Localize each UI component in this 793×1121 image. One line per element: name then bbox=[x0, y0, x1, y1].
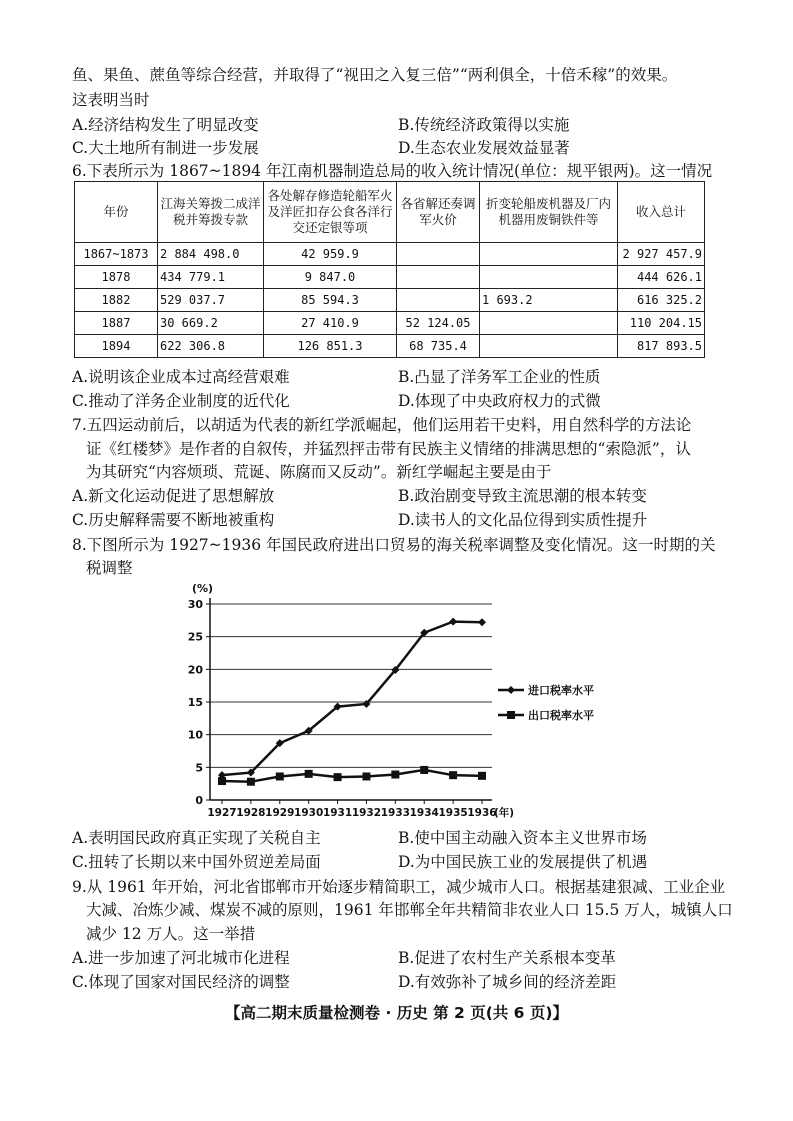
table-row bbox=[75, 266, 705, 289]
q7-stem-line1: 7.五四运动前后，以胡适为代表的新红学派崛起，他们运用若干史料，用自然科学的方法论 bbox=[72, 416, 692, 434]
legend-marker-export bbox=[507, 711, 515, 719]
q8-option-c[interactable]: C.扭转了长期以来中国外贸逆差局面 bbox=[72, 853, 321, 871]
q6-option-b[interactable]: B.凸显了洋务军工企业的性质 bbox=[398, 368, 601, 386]
data-point-export bbox=[420, 766, 428, 774]
cell: 42 959.9 bbox=[264, 243, 397, 266]
cell bbox=[480, 266, 618, 289]
cell: 2 884 498.0 bbox=[158, 243, 264, 266]
data-point-export bbox=[391, 771, 399, 779]
header-deposits: 各处解存修造轮船军火及洋匠扣存公食各洋行交还定银等项 bbox=[264, 182, 397, 243]
q6-option-d[interactable]: D.体现了中央政府权力的式微 bbox=[398, 392, 601, 410]
x-tick-label: 1931 bbox=[322, 807, 353, 819]
data-point-export bbox=[305, 770, 313, 778]
legend-label: 进口税率水平 bbox=[528, 684, 594, 697]
cell bbox=[397, 266, 480, 289]
cell: 434 779.1 bbox=[158, 266, 264, 289]
x-tick-label: 1929 bbox=[265, 807, 295, 819]
cell bbox=[480, 312, 618, 335]
q7-stem-line2: 证《红楼梦》是作者的自叙传，并猛烈抨击带有民族主义情绪的排满思想的“索隐派”，认 bbox=[86, 440, 691, 458]
header-year: 年份 bbox=[75, 182, 158, 243]
cell-year: 1882 bbox=[75, 289, 158, 312]
q5-option-c[interactable]: C.大土地所有制进一步发展 bbox=[72, 139, 259, 157]
data-point-export bbox=[218, 777, 226, 785]
page-footer: 【高二期末质量检测卷 · 历史 第 2 页(共 6 页)】 bbox=[225, 1004, 568, 1022]
legend-label: 出口税率水平 bbox=[528, 709, 594, 722]
q5-option-d[interactable]: D.生态农业发展效益显著 bbox=[398, 139, 570, 157]
q6-option-a[interactable]: A.说明该企业成本过高经营艰难 bbox=[72, 368, 290, 386]
cell-total: 444 626.1 bbox=[618, 266, 705, 289]
legend-marker-import bbox=[507, 686, 515, 694]
data-point-export bbox=[449, 771, 457, 779]
x-tick-label: 1930 bbox=[294, 807, 324, 819]
q7-option-a[interactable]: A.新文化运动促进了思想解放 bbox=[72, 487, 275, 505]
x-tick-label: 1927 bbox=[207, 807, 237, 819]
q7-option-d[interactable]: D.读书人的文化品位得到实质性提升 bbox=[398, 511, 648, 529]
cell-total: 110 204.15 bbox=[618, 312, 705, 335]
q6-stem: 6.下表所示为 1867~1894 年江南机器制造总局的收入统计情况(单位：规平银两)。这一情况 bbox=[72, 162, 713, 180]
q9-option-d[interactable]: D.有效弥补了城乡间的经济差距 bbox=[398, 973, 617, 991]
cell: 622 306.8 bbox=[158, 335, 264, 358]
header-total: 收入总计 bbox=[618, 182, 705, 243]
cell: 68 735.4 bbox=[397, 335, 480, 358]
revenue-table bbox=[74, 181, 705, 358]
x-tick-label: 1928 bbox=[236, 807, 266, 819]
cell: 27 410.9 bbox=[264, 312, 397, 335]
x-tick-label: 1934 bbox=[409, 807, 439, 819]
q7-option-c[interactable]: C.历史解释需要不断地被重构 bbox=[72, 511, 275, 529]
y-tick-label: 25 bbox=[187, 630, 203, 644]
cell: 529 037.7 bbox=[158, 289, 264, 312]
data-point-export bbox=[478, 772, 486, 780]
cell-total: 2 927 457.9 bbox=[618, 243, 705, 266]
data-point-import bbox=[478, 618, 486, 626]
y-tick-label: 0 bbox=[195, 794, 203, 807]
q5-stem-line1: 鱼、果鱼、蔗鱼等综合经营，并取得了“视田之入复三倍”“两利俱全，十倍禾稼”的效果。 bbox=[72, 66, 678, 84]
q7-stem-line3: 为其研究“内容烦琐、荒诞、陈腐而又反动”。新红学崛起主要是由于 bbox=[86, 463, 552, 481]
q9-option-c[interactable]: C.体现了国家对国民经济的调整 bbox=[72, 973, 290, 991]
tariff-chart bbox=[180, 575, 630, 825]
y-unit-label: (%) bbox=[192, 582, 214, 595]
cell-total: 616 325.2 bbox=[618, 289, 705, 312]
cell-year: 1878 bbox=[75, 266, 158, 289]
cell: 52 124.05 bbox=[397, 312, 480, 335]
table-header-row bbox=[75, 182, 705, 243]
cell-year: 1887 bbox=[75, 312, 158, 335]
cell bbox=[397, 289, 480, 312]
y-tick-label: 20 bbox=[187, 663, 203, 677]
cell bbox=[480, 243, 618, 266]
series-line-import bbox=[222, 622, 482, 776]
cell-year: 1894 bbox=[75, 335, 158, 358]
cell: 30 669.2 bbox=[158, 312, 264, 335]
q9-option-b[interactable]: B.促进了农村生产关系根本变革 bbox=[398, 949, 616, 967]
table-row bbox=[75, 312, 705, 335]
q5-stem-line2: 这表明当时 bbox=[72, 91, 150, 109]
header-provincial-repayment: 各省解还奏调军火价 bbox=[397, 182, 480, 243]
y-tick-label: 15 bbox=[187, 696, 203, 709]
q6-option-c[interactable]: C.推动了洋务企业制度的近代化 bbox=[72, 392, 290, 410]
x-unit-label: (年) bbox=[494, 807, 515, 819]
q5-option-a[interactable]: A.经济结构发生了明显改变 bbox=[72, 116, 259, 134]
y-tick-label: 5 bbox=[195, 761, 203, 775]
cell-year: 1867~1873 bbox=[75, 243, 158, 266]
q9-stem-line1: 9.从 1961 年开始，河北省邯郸市开始逐步精简职工，减少城市人口。根据基建狠减、工业企业 bbox=[72, 878, 726, 896]
q8-option-a[interactable]: A.表明国民政府真正实现了关税自主 bbox=[72, 829, 321, 847]
table-row bbox=[75, 335, 705, 358]
series-line-export bbox=[222, 770, 482, 782]
cell: 9 847.0 bbox=[264, 266, 397, 289]
data-point-export bbox=[276, 772, 284, 780]
q8-stem-line1: 8.下图所示为 1927~1936 年国民政府进出口贸易的海关税率调整及变化情况。这一时期的关 bbox=[72, 536, 716, 554]
y-tick-label: 10 bbox=[187, 728, 203, 742]
y-tick-label: 30 bbox=[187, 598, 203, 611]
header-customs-tax: 江海关筹拨二成洋税并筹拨专款 bbox=[158, 182, 264, 243]
q9-stem-line2: 大减、冶炼少减、煤炭不减的原则，1961 年邯郸全年共精简非农业人口 15.5 万人，城镇人口 bbox=[86, 901, 733, 919]
q5-option-b[interactable]: B.传统经济政策得以实施 bbox=[398, 116, 570, 134]
cell: 85 594.3 bbox=[264, 289, 397, 312]
q8-option-b[interactable]: B.使中国主动融入资本主义世界市场 bbox=[398, 829, 647, 847]
data-point-export bbox=[247, 778, 255, 786]
x-tick-label: 1932 bbox=[351, 807, 382, 819]
cell-total: 817 893.5 bbox=[618, 335, 705, 358]
q9-option-a[interactable]: A.进一步加速了河北城市化进程 bbox=[72, 949, 290, 967]
data-point-import bbox=[449, 618, 457, 626]
cell: 126 851.3 bbox=[264, 335, 397, 358]
data-point-export bbox=[334, 773, 342, 781]
q7-option-b[interactable]: B.政治剧变导致主流思潮的根本转变 bbox=[398, 487, 647, 505]
x-tick-label: 1936 bbox=[467, 807, 497, 819]
q8-stem-line2: 税调整 bbox=[86, 559, 133, 577]
table-row bbox=[75, 289, 705, 312]
cell: 1 693.2 bbox=[480, 289, 618, 312]
q8-option-d[interactable]: D.为中国民族工业的发展提供了机遇 bbox=[398, 853, 648, 871]
q9-stem-line3: 减少 12 万人。这一举措 bbox=[86, 925, 256, 943]
cell bbox=[397, 243, 480, 266]
x-tick-label: 1935 bbox=[438, 807, 468, 819]
header-scrap-sales: 折变轮船废机器及厂内机器用废铜铁件等 bbox=[480, 182, 618, 243]
cell bbox=[480, 335, 618, 358]
data-point-export bbox=[362, 772, 370, 780]
table-row bbox=[75, 243, 705, 266]
x-tick-label: 1933 bbox=[380, 807, 410, 819]
